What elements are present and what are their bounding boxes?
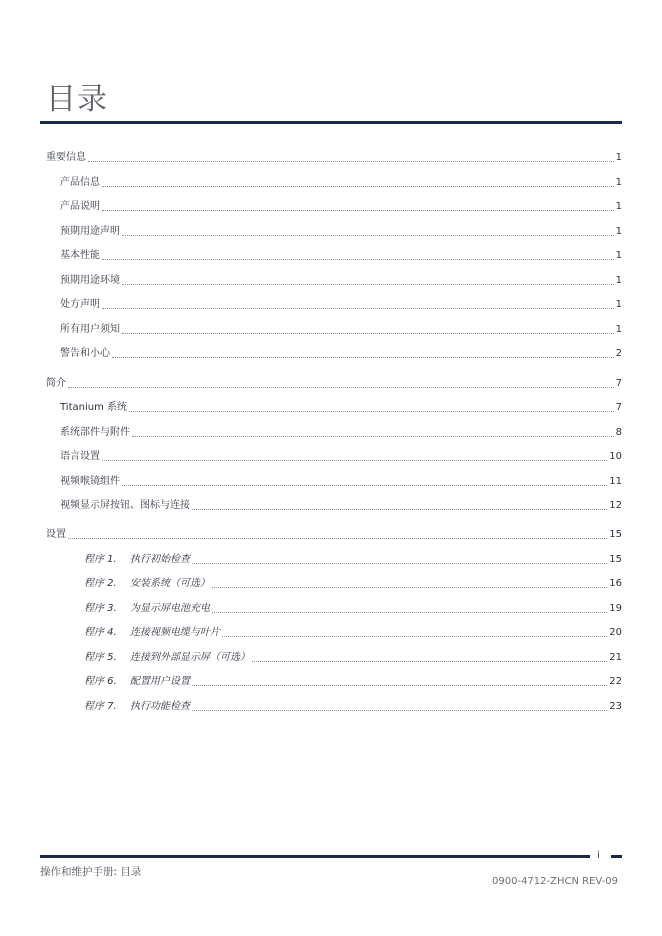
toc-entry-page: 1 bbox=[615, 201, 622, 212]
toc-entry-text: 连接到外部显示屏（可选） bbox=[130, 652, 250, 663]
toc-entry-label: 所有用户须知 bbox=[60, 324, 120, 335]
toc-entry-text: 配置用户设置 bbox=[130, 676, 190, 687]
toc-leader-dots bbox=[102, 185, 614, 187]
toc-entry-page: 11 bbox=[609, 476, 622, 487]
toc-entry-label: 视频显示屏按钮、图标与连接 bbox=[60, 500, 190, 511]
toc-entry-page: 16 bbox=[609, 578, 622, 589]
toc-entry[interactable] bbox=[84, 550, 622, 566]
toc-entry-label: 处方声明 bbox=[60, 299, 100, 310]
toc-entry-text: 执行功能检查 bbox=[130, 701, 190, 712]
toc-entry[interactable] bbox=[60, 246, 622, 262]
toc-entry-label: 语言设置 bbox=[60, 451, 100, 462]
toc-leader-dots bbox=[102, 258, 614, 260]
toc-entry-label bbox=[84, 701, 190, 713]
toc-entry-text: 连接视频电缆与叶片 bbox=[130, 627, 220, 638]
toc-entry-page: 12 bbox=[609, 500, 622, 511]
toc-entry-page: 7 bbox=[615, 378, 622, 389]
toc-entry[interactable] bbox=[60, 173, 622, 189]
toc-leader-dots bbox=[212, 611, 607, 613]
toc-entry-page: 1 bbox=[615, 324, 622, 335]
toc-entry-label bbox=[84, 627, 220, 639]
toc-entry-label: 基本性能 bbox=[60, 250, 100, 261]
toc-entry-label: 简介 bbox=[46, 378, 66, 389]
toc-entry-number: 程序 1. bbox=[84, 554, 117, 565]
toc-entry-label: Titanium 系统 bbox=[60, 402, 128, 413]
toc-entry-page: 8 bbox=[615, 427, 622, 438]
toc-entry-label: 预期用途环境 bbox=[60, 275, 120, 286]
toc-leader-dots bbox=[102, 459, 607, 461]
toc-entry[interactable] bbox=[84, 623, 622, 639]
toc-entry-label bbox=[84, 578, 210, 590]
toc-leader-dots bbox=[68, 386, 614, 388]
toc-leader-dots bbox=[102, 307, 614, 309]
toc-entry-label: 重要信息 bbox=[46, 152, 86, 163]
toc-entry-page: 1 bbox=[615, 226, 622, 237]
toc-entry-text: 安装系统（可选） bbox=[130, 578, 210, 589]
toc-entry-page: 22 bbox=[609, 676, 622, 687]
toc-entry-text: 执行初始检查 bbox=[130, 554, 190, 565]
toc-leader-dots bbox=[192, 562, 607, 564]
toc-entry[interactable] bbox=[84, 648, 622, 664]
toc-leader-dots bbox=[112, 356, 614, 358]
toc-entry[interactable] bbox=[60, 344, 622, 360]
toc-leader-dots bbox=[129, 410, 614, 412]
toc-leader-dots bbox=[88, 160, 614, 162]
toc-entry-label: 警告和小心 bbox=[60, 348, 110, 359]
footer-document-code: 0900-4712-ZHCN REV-09 bbox=[492, 876, 618, 887]
toc-entry[interactable] bbox=[60, 320, 622, 336]
toc-entry[interactable] bbox=[84, 599, 622, 615]
toc-entry-page: 1 bbox=[615, 275, 622, 286]
toc-entry[interactable] bbox=[60, 271, 622, 287]
toc-entry-label bbox=[84, 652, 250, 664]
toc-entry-label: 产品说明 bbox=[60, 201, 100, 212]
toc-entry-label bbox=[84, 676, 190, 688]
toc-entry-page: 7 bbox=[615, 402, 622, 413]
toc-entry[interactable] bbox=[84, 672, 622, 688]
toc-leader-dots bbox=[122, 332, 614, 334]
page-number: i bbox=[597, 850, 600, 861]
toc-entry-label bbox=[84, 554, 190, 566]
toc-entry[interactable] bbox=[60, 496, 622, 512]
toc-entry[interactable] bbox=[60, 447, 622, 463]
toc-entry-page: 1 bbox=[615, 299, 622, 310]
toc-entry-label: 系统部件与附件 bbox=[60, 427, 130, 438]
toc-entry-number: 程序 2. bbox=[84, 578, 117, 589]
toc-entry[interactable] bbox=[60, 472, 622, 488]
toc-entry-number: 程序 6. bbox=[84, 676, 117, 687]
footer-document-title: 操作和维护手册: 目录 bbox=[40, 866, 142, 878]
toc-entry-number: 程序 4. bbox=[84, 627, 117, 638]
page-title: 目录 bbox=[46, 82, 108, 117]
toc-entry[interactable] bbox=[46, 525, 622, 541]
toc-entry-page: 20 bbox=[609, 627, 622, 638]
toc-entry-text: 为显示屏电池充电 bbox=[130, 603, 210, 614]
toc-entry-page: 1 bbox=[615, 177, 622, 188]
toc-entry-page: 15 bbox=[609, 529, 622, 540]
footer-divider-short bbox=[611, 855, 622, 858]
toc-entry-label bbox=[84, 603, 210, 615]
toc-leader-dots bbox=[252, 660, 607, 662]
toc-entry-number: 程序 7. bbox=[84, 701, 117, 712]
toc-entry[interactable] bbox=[60, 197, 622, 213]
toc-entry-page: 1 bbox=[615, 152, 622, 163]
toc-entry-label: 视频喉镜组件 bbox=[60, 476, 120, 487]
toc-leader-dots bbox=[122, 283, 614, 285]
toc-entry[interactable] bbox=[46, 148, 622, 164]
toc-entry-label: 设置 bbox=[46, 529, 66, 540]
toc-entry[interactable] bbox=[84, 697, 622, 713]
toc-entry[interactable] bbox=[60, 423, 622, 439]
toc-entry-number: 程序 5. bbox=[84, 652, 117, 663]
toc-leader-dots bbox=[122, 484, 607, 486]
toc-entry-page: 19 bbox=[609, 603, 622, 614]
toc-entry-page: 2 bbox=[615, 348, 622, 359]
toc-leader-dots bbox=[192, 709, 607, 711]
toc-entry[interactable] bbox=[84, 574, 622, 590]
toc-entry-page: 21 bbox=[609, 652, 622, 663]
toc-entry-page: 10 bbox=[609, 451, 622, 462]
toc-entry-page: 23 bbox=[609, 701, 622, 712]
toc-entry-number: 程序 3. bbox=[84, 603, 117, 614]
toc-entry[interactable] bbox=[60, 222, 622, 238]
toc-entry-page: 15 bbox=[609, 554, 622, 565]
toc-entry[interactable] bbox=[60, 295, 622, 311]
toc-leader-dots bbox=[192, 508, 607, 510]
toc-entry-label: 产品信息 bbox=[60, 177, 100, 188]
toc-leader-dots bbox=[122, 234, 614, 236]
toc-leader-dots bbox=[102, 209, 614, 211]
toc-leader-dots bbox=[222, 635, 607, 637]
toc-leader-dots bbox=[192, 684, 607, 686]
toc-leader-dots bbox=[132, 435, 614, 437]
toc-leader-dots bbox=[68, 537, 607, 539]
toc-leader-dots bbox=[212, 586, 607, 588]
footer-divider bbox=[40, 855, 590, 858]
toc-entry[interactable] bbox=[60, 398, 622, 414]
toc-entry-page: 1 bbox=[615, 250, 622, 261]
toc-entry-label: 预期用途声明 bbox=[60, 226, 120, 237]
toc-entry[interactable] bbox=[46, 374, 622, 390]
